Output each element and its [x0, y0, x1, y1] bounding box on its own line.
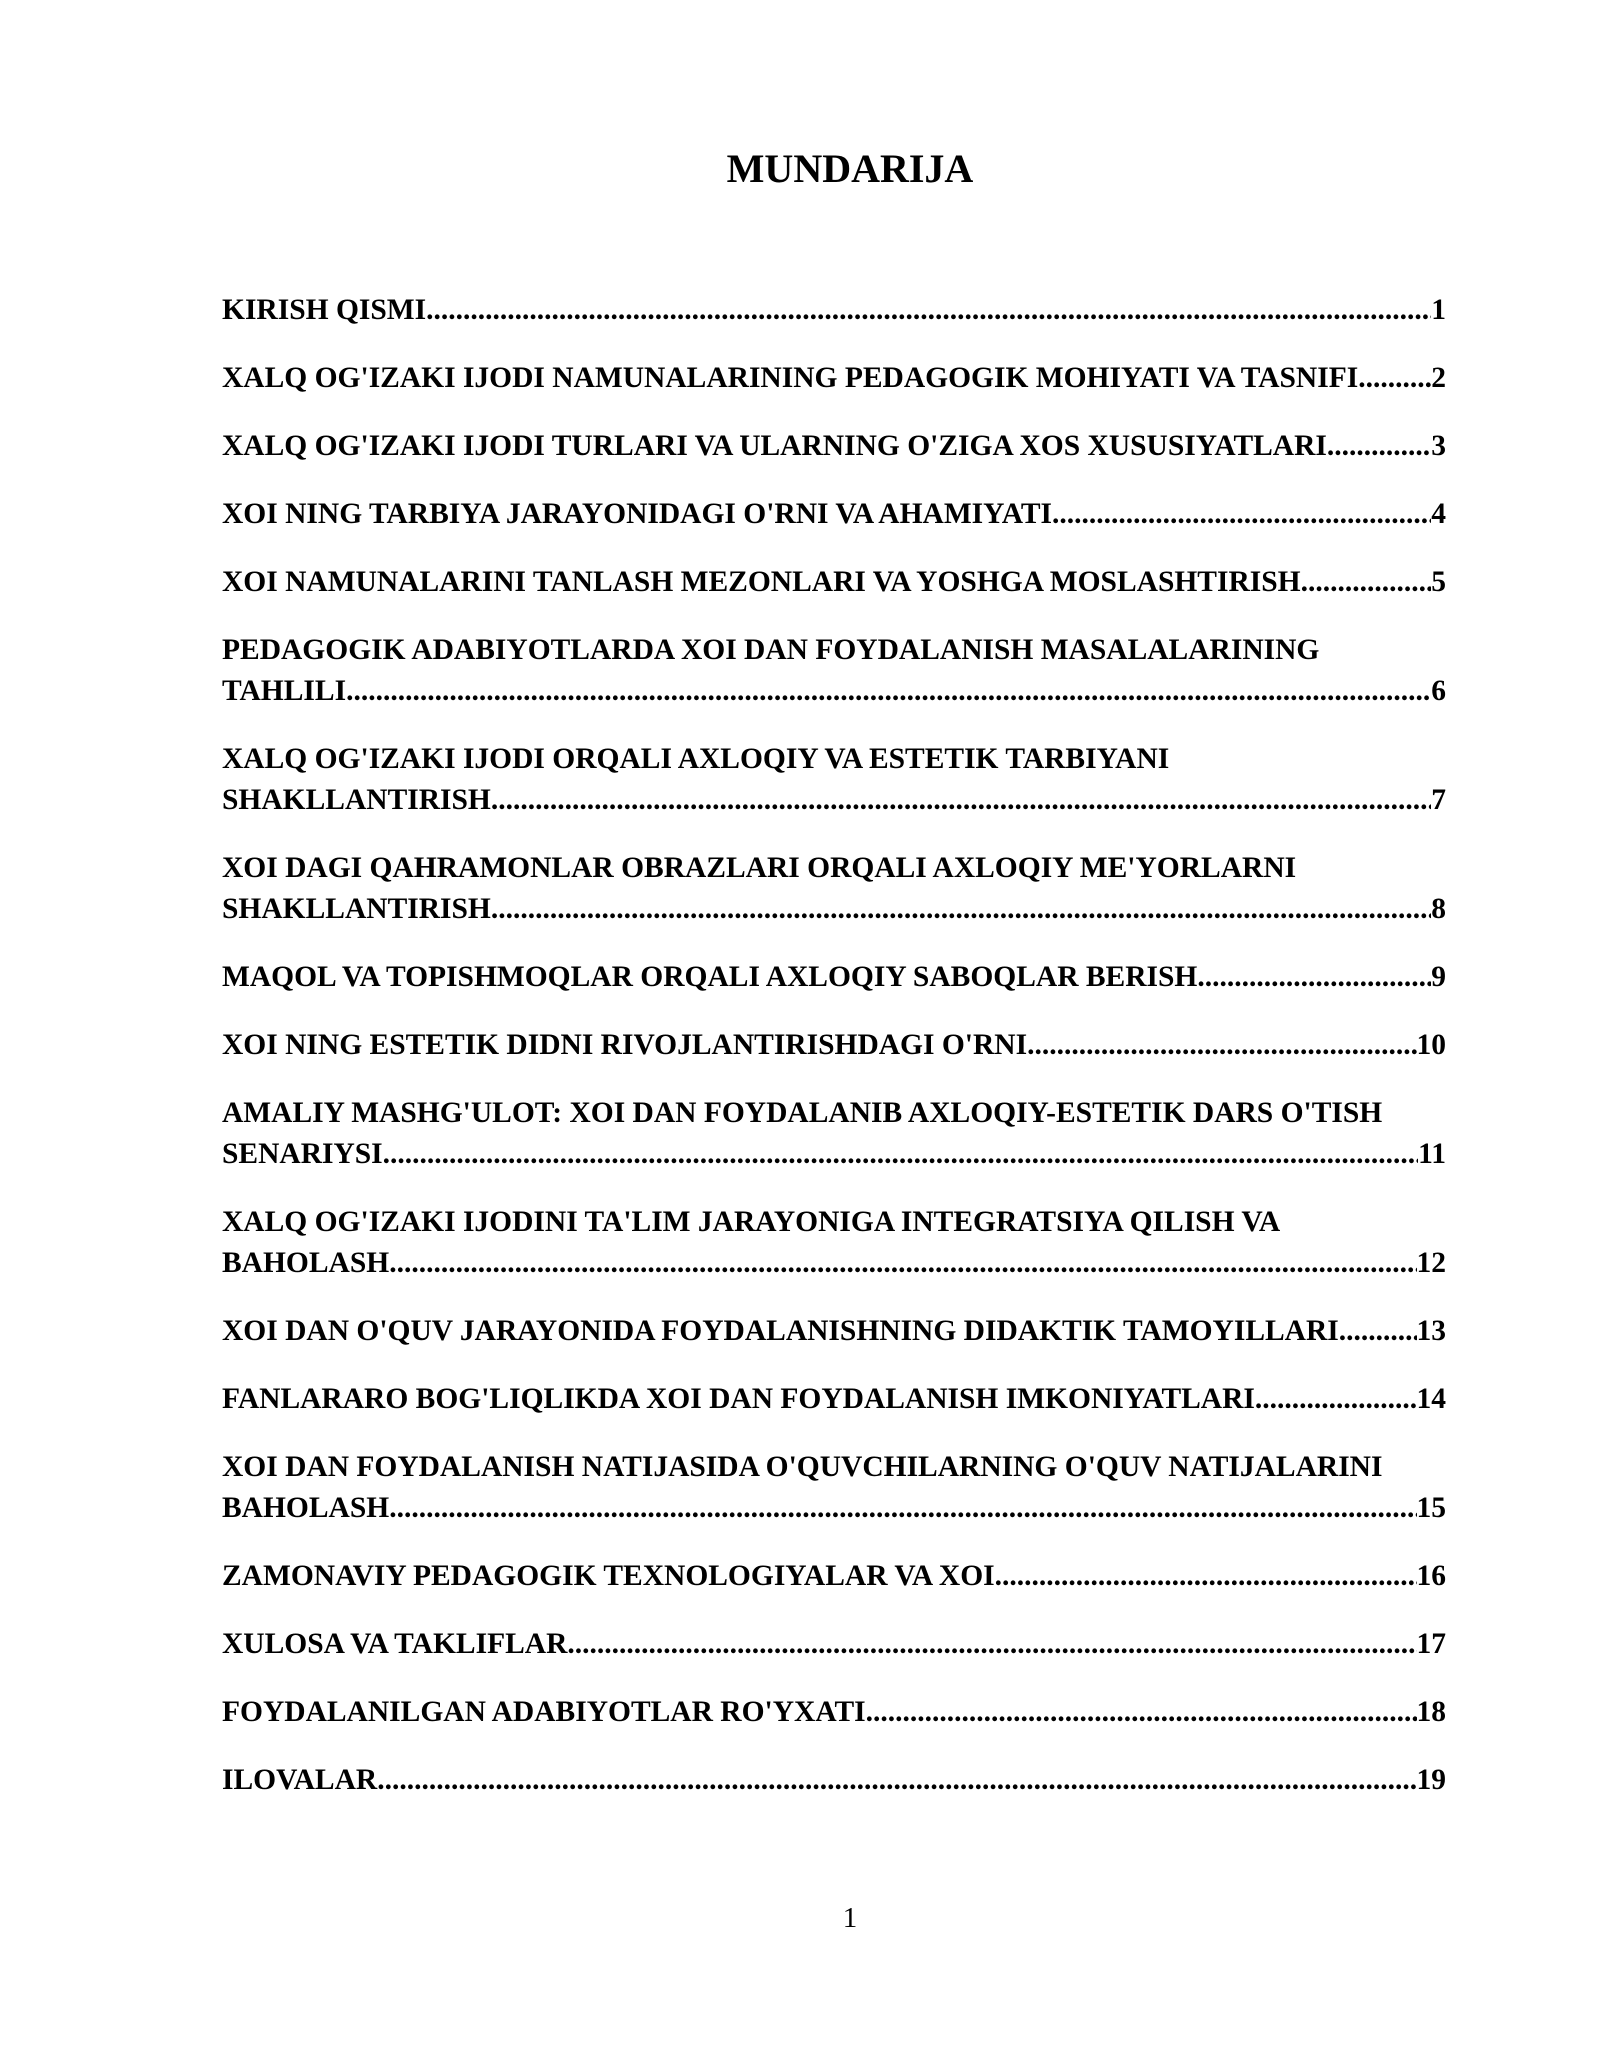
toc-entry[interactable]	[222, 1556, 1446, 1597]
toc-entry-page: 5	[1431, 566, 1446, 598]
toc-entry[interactable]	[222, 562, 1446, 603]
toc-entry[interactable]	[222, 426, 1446, 467]
toc-entry[interactable]	[222, 1692, 1446, 1733]
toc-entry-page: 8	[1431, 893, 1446, 925]
toc-entry-title-line: XALQ OG'IZAKI IJODI ORQALI AXLOQIY VA ESTETIK TARBIYANI	[222, 743, 1170, 775]
toc-dot-leader	[1027, 1025, 1416, 1066]
toc-entry[interactable]	[222, 1311, 1446, 1352]
toc-entry[interactable]	[222, 1025, 1446, 1066]
toc-entry[interactable]	[222, 630, 1446, 712]
toc-entry-title-line: XOI DAGI QAHRAMONLAR OBRAZLARI ORQALI AXLOQIY ME'YORLARNI	[222, 852, 1297, 884]
toc-entry[interactable]	[222, 290, 1446, 331]
toc-entry[interactable]	[222, 1447, 1446, 1529]
toc-entry-page: 3	[1431, 430, 1446, 462]
toc-entry-title-line: AMALIY MASHG'ULOT: XOI DAN FOYDALANIB AXLOQIY-ESTETIK DARS O'TISH	[222, 1097, 1383, 1129]
toc-entry-title: XOI NING TARBIYA JARAYONIDAGI O'RNI VA AHAMIYATI	[222, 498, 1053, 530]
toc-entry[interactable]	[222, 1379, 1446, 1420]
toc-entry[interactable]	[222, 739, 1446, 821]
toc-entry-title: KIRISH QISMI	[222, 294, 427, 326]
toc-entry-title: SHAKLLANTIRISH	[222, 784, 491, 816]
toc-entry-title-line: PEDAGOGIK ADABIYOTLARDA XOI DAN FOYDALANISH MASALALARINING	[222, 634, 1320, 666]
toc-dot-leader	[383, 1134, 1418, 1175]
toc-dot-leader	[866, 1692, 1417, 1733]
toc-dot-leader	[1052, 494, 1431, 535]
toc-entry-page: 7	[1431, 784, 1446, 816]
toc-entry[interactable]	[222, 494, 1446, 535]
toc-entry-title: XOI DAN O'QUV JARAYONIDA FOYDALANISHNING DIDAKTIK TAMOYILLARI	[222, 1315, 1339, 1347]
toc-entry-title: MAQOL VA TOPISHMOQLAR ORQALI AXLOQIY SABOQLAR BERISH	[222, 961, 1198, 993]
toc-dot-leader	[389, 1243, 1416, 1284]
toc-dot-leader	[1339, 1311, 1417, 1352]
toc-dot-leader	[389, 1488, 1416, 1529]
toc-entry-page: 12	[1416, 1247, 1446, 1279]
toc-entry-page: 19	[1416, 1764, 1446, 1796]
toc-entry[interactable]	[222, 358, 1446, 399]
page-title: MUNDARIJA	[726, 146, 974, 191]
toc-entry-title: FANLARARO BOG'LIQLIKDA XOI DAN FOYDALANISH IMKONIYATLARI	[222, 1383, 1255, 1415]
toc-dot-leader	[1255, 1379, 1417, 1420]
toc-entry-title: SENARIYSI	[222, 1138, 383, 1170]
toc-entry-title: ILOVALAR	[222, 1764, 378, 1796]
toc-entry-page: 9	[1431, 961, 1446, 993]
toc-entry-title: SHAKLLANTIRISH	[222, 893, 491, 925]
toc-entry[interactable]	[222, 1624, 1446, 1665]
toc-entry-title: XOI NAMUNALARINI TANLASH MEZONLARI VA YOSHGA MOSLASHTIRISH	[222, 566, 1301, 598]
toc-entry-title: FOYDALANILGAN ADABIYOTLAR RO'YXATI	[222, 1696, 866, 1728]
toc-entry-page: 10	[1416, 1029, 1446, 1061]
toc-entry-title: ZAMONAVIY PEDAGOGIK TEXNOLOGIYALAR VA XOI	[222, 1560, 995, 1592]
toc-dot-leader	[995, 1556, 1417, 1597]
toc-entry-page: 11	[1418, 1138, 1446, 1170]
toc-entry-title: XOI NING ESTETIK DIDNI RIVOJLANTIRISHDAGI O'RNI	[222, 1029, 1028, 1061]
toc-dot-leader	[567, 1624, 1416, 1665]
toc-entry-page: 1	[1431, 294, 1446, 326]
toc-entry-page: 6	[1431, 675, 1446, 707]
toc-entry[interactable]	[222, 957, 1446, 998]
toc-entry-page: 15	[1416, 1492, 1446, 1524]
toc-dot-leader	[491, 889, 1431, 930]
toc-entry-title: TAHLILI	[222, 675, 347, 707]
toc-dot-leader	[1358, 358, 1431, 399]
toc-entry-title: XALQ OG'IZAKI IJODI TURLARI VA ULARNING O'ZIGA XOS XUSUSIYATLARI.	[222, 430, 1335, 462]
table-of-contents	[222, 290, 1446, 1828]
toc-dot-leader	[1301, 562, 1432, 603]
toc-entry-title-line: XALQ OG'IZAKI IJODINI TA'LIM JARAYONIGA INTEGRATSIYA QILISH VA	[222, 1206, 1281, 1238]
toc-entry[interactable]	[222, 1093, 1446, 1175]
toc-entry-title: BAHOLASH	[222, 1247, 390, 1279]
toc-entry-page: 2	[1431, 362, 1446, 394]
toc-entry-page: 16	[1416, 1560, 1446, 1592]
toc-entry-page: 4	[1431, 498, 1446, 530]
toc-entry-page: 17	[1416, 1628, 1446, 1660]
toc-dot-leader	[426, 290, 1431, 331]
toc-entry[interactable]	[222, 1760, 1446, 1801]
toc-dot-leader	[377, 1760, 1416, 1801]
toc-entry[interactable]	[222, 1202, 1446, 1284]
page-number: 1	[842, 1902, 858, 1934]
toc-entry-title: XALQ OG'IZAKI IJODI NAMUNALARINING PEDAGOGIK MOHIYATI VA TASNIFI	[222, 362, 1359, 394]
toc-dot-leader	[491, 780, 1431, 821]
toc-entry-title: BAHOLASH	[222, 1492, 390, 1524]
toc-entry-page: 14	[1416, 1383, 1446, 1415]
toc-entry-title: XULOSA VA TAKLIFLAR	[222, 1628, 568, 1660]
toc-dot-leader	[1197, 957, 1431, 998]
toc-entry[interactable]	[222, 848, 1446, 930]
toc-entry-title-line: XOI DAN FOYDALANISH NATIJASIDA O'QUVCHILARNING O'QUV NATIJALARINI	[222, 1451, 1383, 1483]
toc-dot-leader	[1334, 426, 1431, 467]
toc-entry-page: 13	[1416, 1315, 1446, 1347]
toc-entry-page: 18	[1416, 1696, 1446, 1728]
toc-dot-leader	[346, 671, 1431, 712]
